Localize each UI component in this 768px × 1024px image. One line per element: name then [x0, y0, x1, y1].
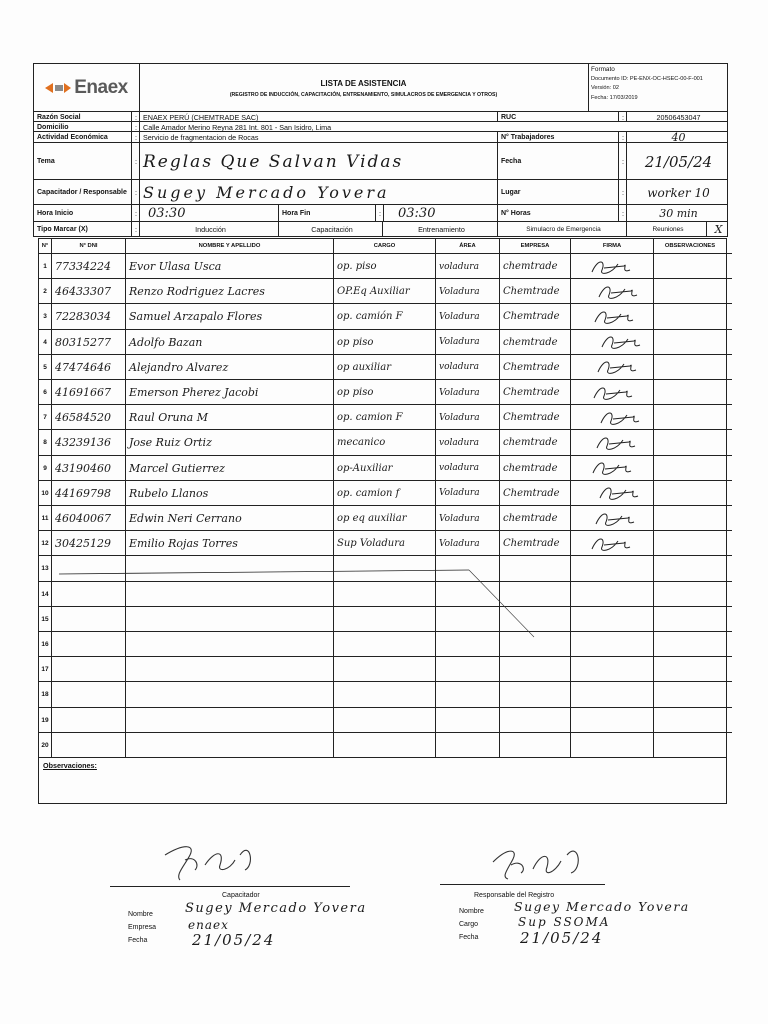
- cell-nombre: [126, 582, 334, 607]
- doc-version: Versión: 02: [591, 85, 619, 91]
- cell-dni: 80315277: [52, 330, 126, 355]
- cell-area: Voladura: [436, 279, 500, 304]
- lugar-label: Lugar: [498, 180, 619, 205]
- cell-dni: [52, 632, 126, 657]
- cell-n: 20: [39, 733, 52, 758]
- cell-firma[interactable]: [571, 708, 654, 733]
- cell-cargo: [334, 733, 436, 758]
- cell-firma[interactable]: [571, 304, 654, 329]
- cell-nombre: [126, 632, 334, 657]
- cell-firma[interactable]: [571, 607, 654, 632]
- cell-empresa: [500, 733, 571, 758]
- cell-dni: [52, 708, 126, 733]
- row-tipo: [34, 221, 727, 237]
- cell-n: 16: [39, 632, 52, 657]
- cell-observaciones[interactable]: [654, 355, 726, 380]
- capacitador-label: Capacitador / Responsable: [34, 180, 132, 205]
- capacitador-line: [110, 886, 350, 887]
- cell-observaciones[interactable]: [654, 330, 726, 355]
- cell-cargo: mecanico: [334, 430, 436, 455]
- doc-date: Fecha: 17/03/2019: [591, 94, 638, 101]
- table-row: [39, 429, 732, 455]
- cell-nombre: Renzo Rodriguez Lacres: [126, 279, 334, 304]
- cell-cargo: [334, 582, 436, 607]
- tipo-induccion[interactable]: Inducción: [140, 222, 279, 237]
- doc-id: Documento ID: PE-ENX-OC-HSEC-00-F-001: [591, 75, 703, 82]
- cell-observaciones[interactable]: [654, 682, 726, 707]
- hora-inicio-label: Hora Inicio: [34, 205, 132, 222]
- signature-scribble: [574, 432, 644, 454]
- cell-cargo: Sup Voladura: [334, 531, 436, 556]
- cell-empresa: Chemtrade: [500, 531, 571, 556]
- tipo-mark[interactable]: X: [714, 223, 723, 236]
- cell-firma[interactable]: [571, 330, 654, 355]
- col-header-n: N°: [39, 239, 52, 253]
- cell-observaciones[interactable]: [654, 506, 726, 531]
- table-row: [39, 581, 732, 607]
- signature-scribble: [574, 382, 644, 404]
- col-header-cargo: CARGO: [334, 239, 436, 253]
- cell-empresa: [500, 607, 571, 632]
- cell-empresa: chemtrade: [500, 254, 571, 279]
- enaex-logo-icon: [45, 80, 71, 96]
- cell-observaciones[interactable]: [654, 481, 726, 506]
- tipo-reuniones[interactable]: Reuniones: [627, 222, 707, 237]
- tipo-simulacro[interactable]: Simulacro de Emergencia: [498, 222, 627, 237]
- capacitador-signature: [155, 835, 275, 885]
- cell-observaciones[interactable]: [654, 657, 726, 682]
- cell-area: voladura: [436, 456, 500, 481]
- cell-observaciones[interactable]: [654, 531, 726, 556]
- table-row: [39, 656, 732, 682]
- cell-area: [436, 733, 500, 758]
- cell-nombre: [126, 708, 334, 733]
- cell-dni: [52, 657, 126, 682]
- enaex-logo: [34, 64, 140, 111]
- cell-empresa: Chemtrade: [500, 279, 571, 304]
- colon: :: [132, 132, 140, 143]
- cell-area: Voladura: [436, 481, 500, 506]
- cell-area: voladura: [436, 355, 500, 380]
- responsable-cargo: Sup SSOMA: [518, 915, 611, 929]
- responsable-title: Responsable del Registro: [474, 892, 555, 899]
- cell-n: 9: [39, 456, 52, 481]
- signature-scribble: [574, 457, 644, 479]
- format-label: Formato: [591, 66, 615, 73]
- cell-observaciones[interactable]: [654, 254, 726, 279]
- cell-observaciones[interactable]: [654, 279, 726, 304]
- cell-dni: 47474646: [52, 355, 126, 380]
- signature-scribble: [574, 306, 644, 328]
- cell-n: 11: [39, 506, 52, 531]
- cell-area: [436, 582, 500, 607]
- cell-n: 10: [39, 481, 52, 506]
- cell-empresa: [500, 632, 571, 657]
- responsable-nombre-label: Nombre: [459, 908, 484, 915]
- actividad-label: Actividad Económica: [34, 132, 132, 143]
- colon: :: [132, 112, 140, 122]
- form-header: [33, 63, 728, 112]
- cell-nombre: Evor Ulasa Usca: [126, 254, 334, 279]
- cell-dni: [52, 682, 126, 707]
- cell-n: 19: [39, 708, 52, 733]
- format-info: [589, 65, 728, 103]
- cell-nombre: [126, 607, 334, 632]
- responsable-cargo-label: Cargo: [459, 921, 479, 928]
- cell-dni: [52, 556, 126, 581]
- row-tema: [34, 142, 727, 180]
- hora-fin-value: 03:30: [384, 205, 498, 222]
- signature-scribble: [574, 256, 644, 278]
- capacitador-nombre-label: Nombre: [128, 911, 153, 918]
- cell-observaciones[interactable]: [654, 708, 726, 733]
- cell-cargo: [334, 708, 436, 733]
- cell-observaciones[interactable]: [654, 380, 726, 405]
- cell-n: 13: [39, 556, 52, 581]
- fecha-value: 21/05/24: [644, 152, 713, 171]
- cell-cargo: op. camion F: [334, 405, 436, 430]
- cell-dni: 30425129: [52, 531, 126, 556]
- form-subtitle: (REGISTRO DE INDUCCIÓN, CAPACITACIÓN, ENTRENAMIENTO, SIMULACROS DE EMERGENCIA Y OTROS): [229, 92, 498, 98]
- cell-firma[interactable]: [571, 556, 654, 581]
- colon: :: [132, 180, 140, 205]
- cell-empresa: [500, 657, 571, 682]
- ruc-value: 20506453047: [656, 112, 701, 122]
- fecha-label: Fecha: [498, 143, 619, 180]
- cell-empresa: Chemtrade: [500, 481, 571, 506]
- cell-empresa: [500, 708, 571, 733]
- cell-area: voladura: [436, 430, 500, 455]
- colon: :: [619, 112, 627, 122]
- responsable-signature: [483, 837, 603, 887]
- cell-nombre: Adolfo Bazan: [126, 330, 334, 355]
- row-capacitador: [34, 179, 727, 205]
- tipo-entrenamiento[interactable]: Entrenamiento: [383, 222, 498, 237]
- col-header-area: ÁREA: [436, 239, 500, 253]
- cell-empresa: Chemtrade: [500, 405, 571, 430]
- table-row: [39, 253, 732, 279]
- table-row: [39, 681, 732, 707]
- cell-n: 15: [39, 607, 52, 632]
- cell-firma[interactable]: [571, 279, 654, 304]
- cell-n: 5: [39, 355, 52, 380]
- cell-cargo: [334, 607, 436, 632]
- cell-empresa: Chemtrade: [500, 355, 571, 380]
- colon: :: [132, 122, 140, 132]
- cell-area: [436, 556, 500, 581]
- col-header-firma: FIRMA: [571, 239, 654, 253]
- cell-firma[interactable]: [571, 355, 654, 380]
- responsable-nombre: Sugey Mercado Yovera: [514, 899, 690, 914]
- cell-n: 1: [39, 254, 52, 279]
- signature-scribble: [574, 331, 644, 353]
- table-row: [39, 555, 732, 581]
- cell-dni: 44169798: [52, 481, 126, 506]
- cell-cargo: op-Auxiliar: [334, 456, 436, 481]
- table-row: [39, 631, 732, 657]
- cell-cargo: [334, 556, 436, 581]
- cell-observaciones[interactable]: [654, 733, 726, 758]
- cell-n: 3: [39, 304, 52, 329]
- capacitador-title: Capacitador: [222, 892, 260, 899]
- cell-firma[interactable]: [571, 682, 654, 707]
- cell-n: 7: [39, 405, 52, 430]
- cell-n: 8: [39, 430, 52, 455]
- table-row: [39, 354, 732, 380]
- col-header-observaciones: OBSERVACIONES: [664, 243, 716, 249]
- capacitador-nombre: Sugey Mercado Yovera: [185, 901, 367, 916]
- capacitador-fecha: 21/05/24: [192, 931, 276, 949]
- cell-firma[interactable]: [571, 657, 654, 682]
- cell-empresa: [500, 682, 571, 707]
- cell-cargo: OP.Eq Auxiliar: [334, 279, 436, 304]
- cell-dni: 46584520: [52, 405, 126, 430]
- cell-nombre: Jose Ruiz Ortiz: [126, 430, 334, 455]
- table-row: [39, 606, 732, 632]
- cell-n: 17: [39, 657, 52, 682]
- actividad-value: Servicio de fragmentacion de Rocas: [140, 132, 498, 143]
- logo-text: Enaex: [74, 76, 128, 98]
- observaciones-label: Observaciones:: [43, 761, 97, 770]
- table-row: [39, 505, 732, 531]
- cell-empresa: chemtrade: [500, 506, 571, 531]
- cell-nombre: Marcel Gutierrez: [126, 456, 334, 481]
- table-row: [39, 530, 732, 556]
- table-row: [39, 379, 732, 405]
- colon: :: [619, 143, 627, 180]
- cell-cargo: op. camion f: [334, 481, 436, 506]
- cell-nombre: Samuel Arzapalo Flores: [126, 304, 334, 329]
- cell-firma[interactable]: [571, 531, 654, 556]
- table-row: [39, 303, 732, 329]
- horas-label: N° Horas: [498, 205, 619, 222]
- cell-dni: 43190460: [52, 456, 126, 481]
- cell-empresa: Chemtrade: [500, 380, 571, 405]
- cell-nombre: Edwin Neri Cerrano: [126, 506, 334, 531]
- cell-empresa: chemtrade: [500, 330, 571, 355]
- cell-nombre: [126, 733, 334, 758]
- cell-empresa: chemtrade: [500, 456, 571, 481]
- cell-observaciones[interactable]: [654, 582, 726, 607]
- signature-scribble: [574, 482, 644, 504]
- razon-social-value: ENAEX PERÚ (CHEMTRADE SAC): [140, 112, 498, 122]
- cell-nombre: Raul Oruna M: [126, 405, 334, 430]
- cell-firma[interactable]: [571, 380, 654, 405]
- cell-observaciones[interactable]: [654, 607, 726, 632]
- col-header-empresa: EMPRESA: [500, 239, 571, 253]
- cell-area: voladura: [436, 254, 500, 279]
- colon: :: [132, 205, 140, 222]
- table-row: [39, 329, 732, 355]
- observaciones-box[interactable]: [38, 757, 727, 804]
- cell-area: Voladura: [436, 380, 500, 405]
- capacitador-signature-block: [100, 835, 367, 955]
- cell-dni: [52, 733, 126, 758]
- cell-area: [436, 607, 500, 632]
- cell-nombre: Emerson Pherez Jacobi: [126, 380, 334, 405]
- cell-firma[interactable]: [571, 582, 654, 607]
- cell-firma[interactable]: [571, 405, 654, 430]
- cell-area: [436, 682, 500, 707]
- cell-empresa: Chemtrade: [500, 304, 571, 329]
- lugar-value: worker 10: [647, 185, 710, 200]
- capacitador-value: Sugey Mercado Yovera: [140, 180, 498, 205]
- signature-scribble: [574, 533, 644, 555]
- signature-scribble: [574, 356, 644, 378]
- cell-nombre: Rubelo Llanos: [126, 481, 334, 506]
- cell-nombre: [126, 682, 334, 707]
- cell-observaciones[interactable]: [654, 556, 726, 581]
- table-row: [39, 707, 732, 733]
- cell-firma[interactable]: [571, 430, 654, 455]
- responsable-fecha-label: Fecha: [459, 934, 479, 941]
- cell-area: Voladura: [436, 330, 500, 355]
- cell-empresa: [500, 582, 571, 607]
- signature-scribble: [574, 407, 644, 429]
- cell-cargo: [334, 682, 436, 707]
- cell-cargo: op piso: [334, 330, 436, 355]
- tema-value: Reglas Que Salvan Vidas: [140, 143, 498, 180]
- capacitador-fecha-label: Fecha: [128, 937, 148, 944]
- responsable-fecha: 21/05/24: [520, 929, 604, 947]
- colon: :: [619, 180, 627, 205]
- tema-label: Tema: [34, 143, 132, 180]
- colon: :: [132, 143, 140, 180]
- cell-cargo: op eq auxiliar: [334, 506, 436, 531]
- cell-dni: 46040067: [52, 506, 126, 531]
- table-row: [39, 404, 732, 430]
- cell-empresa: [500, 556, 571, 581]
- cell-dni: [52, 607, 126, 632]
- cell-area: Voladura: [436, 506, 500, 531]
- cell-n: 4: [39, 330, 52, 355]
- table-row: [39, 480, 732, 506]
- cell-firma[interactable]: [571, 254, 654, 279]
- cell-observaciones[interactable]: [654, 632, 726, 657]
- ruc-label: RUC: [498, 112, 619, 122]
- cell-firma[interactable]: [571, 733, 654, 758]
- razon-social-label: Razón Social: [34, 112, 132, 122]
- hora-fin-label: Hora Fin: [279, 205, 376, 222]
- cell-cargo: op piso: [334, 380, 436, 405]
- trabajadores-value: 40: [671, 132, 686, 143]
- cell-dni: 77334224: [52, 254, 126, 279]
- cell-cargo: op. camión F: [334, 304, 436, 329]
- cell-firma[interactable]: [571, 456, 654, 481]
- colon: :: [376, 205, 384, 222]
- cell-n: 6: [39, 380, 52, 405]
- tipo-label: Tipo Marcar (X): [34, 222, 132, 237]
- hora-inicio-value: 03:30: [140, 205, 279, 222]
- cell-observaciones[interactable]: [654, 405, 726, 430]
- cell-dni: 41691667: [52, 380, 126, 405]
- responsable-line: [440, 884, 605, 885]
- cell-area: [436, 708, 500, 733]
- cell-n: 14: [39, 582, 52, 607]
- signature-scribble: [574, 508, 644, 530]
- cell-nombre: [126, 657, 334, 682]
- cell-nombre: Emilio Rojas Torres: [126, 531, 334, 556]
- table-header: [39, 239, 732, 253]
- cell-area: [436, 632, 500, 657]
- tipo-capacitacion[interactable]: Capacitación: [279, 222, 383, 237]
- colon: :: [619, 205, 627, 222]
- col-header-dni: N° DNI: [52, 239, 126, 253]
- colon: :: [619, 132, 627, 143]
- cell-n: 2: [39, 279, 52, 304]
- cell-cargo: op. piso: [334, 254, 436, 279]
- cell-cargo: [334, 632, 436, 657]
- cell-dni: 43239136: [52, 430, 126, 455]
- cell-empresa: chemtrade: [500, 430, 571, 455]
- cell-firma[interactable]: [571, 506, 654, 531]
- cell-dni: 46433307: [52, 279, 126, 304]
- cell-area: Voladura: [436, 531, 500, 556]
- form-title: LISTA DE ASISTENCIA: [320, 79, 407, 88]
- cell-observaciones[interactable]: [654, 430, 726, 455]
- colon: :: [132, 222, 140, 237]
- info-grid: [33, 111, 728, 237]
- cell-observaciones[interactable]: [654, 456, 726, 481]
- table-row: [39, 455, 732, 481]
- cell-firma[interactable]: [571, 632, 654, 657]
- domicilio-label: Domicilio: [34, 122, 132, 132]
- cell-nombre: [126, 556, 334, 581]
- cell-n: 18: [39, 682, 52, 707]
- row-hora: [34, 204, 727, 222]
- capacitador-empresa-label: Empresa: [128, 924, 157, 931]
- capacitador-empresa: enaex: [188, 918, 229, 932]
- cell-cargo: [334, 657, 436, 682]
- form-title-block: [139, 64, 589, 111]
- cell-area: Voladura: [436, 304, 500, 329]
- responsable-signature-block: [438, 835, 738, 955]
- col-header-nombre: NOMBRE Y APELLIDO: [126, 239, 334, 253]
- trabajadores-label: N° Trabajadores: [498, 132, 619, 143]
- cell-area: [436, 657, 500, 682]
- cell-dni: 72283034: [52, 304, 126, 329]
- signature-scribble: [574, 281, 644, 303]
- cell-cargo: op auxiliar: [334, 355, 436, 380]
- horas-value: 30 min: [659, 207, 698, 220]
- cell-firma[interactable]: [571, 481, 654, 506]
- cell-observaciones[interactable]: [654, 304, 726, 329]
- cell-dni: [52, 582, 126, 607]
- domicilio-value: Calle Amador Merino Reyna 281 Int. 801 - San Isidro, Lima: [143, 122, 332, 132]
- cell-area: Voladura: [436, 405, 500, 430]
- table-row: [39, 278, 732, 304]
- cell-nombre: Alejandro Alvarez: [126, 355, 334, 380]
- table-row: [39, 732, 732, 758]
- attendance-table: [38, 238, 727, 758]
- cell-n: 12: [39, 531, 52, 556]
